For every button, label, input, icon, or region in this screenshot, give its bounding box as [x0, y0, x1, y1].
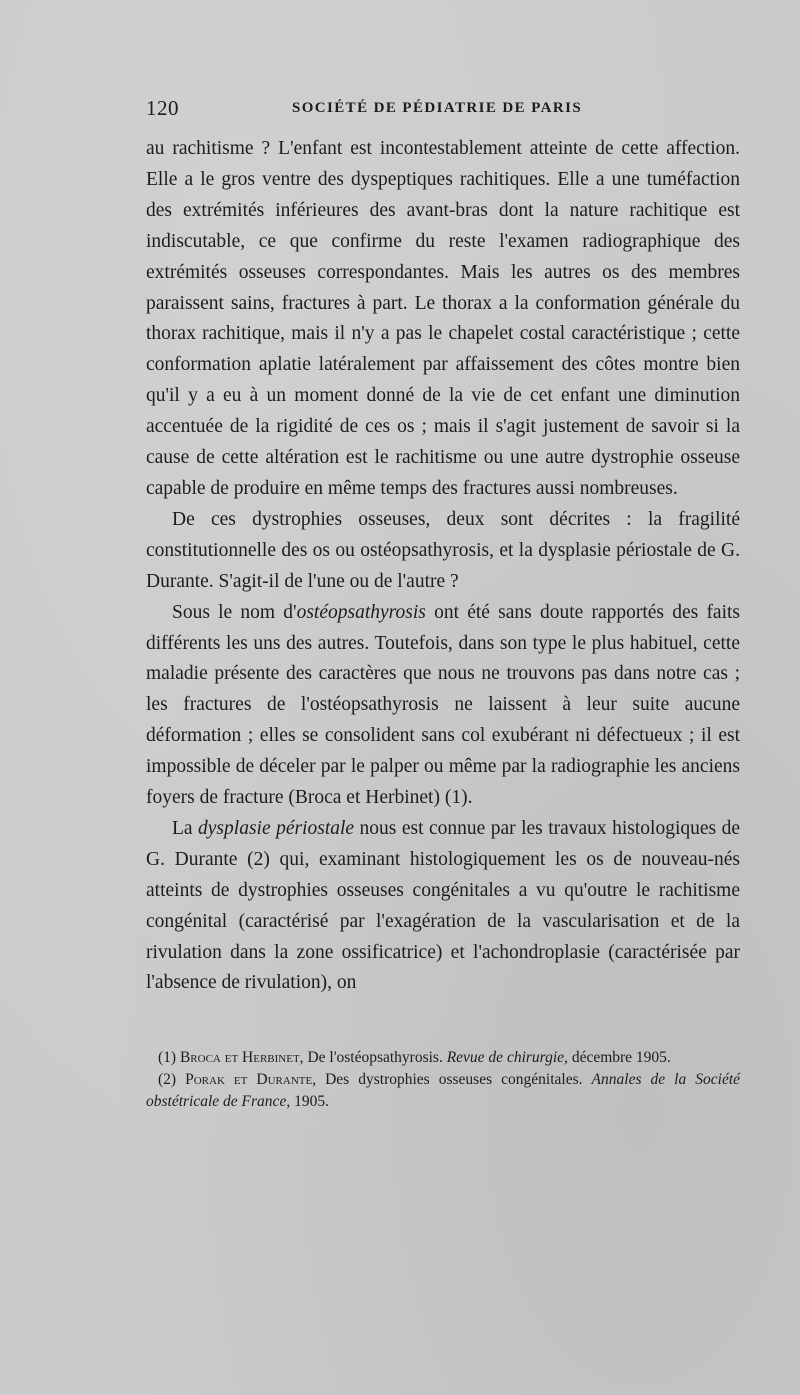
footnote-1: [146, 1047, 740, 1069]
paragraph-4-rest: nous est connue par les travaux histologiques de G. Durante (2) qui, examinant histologiquement les os de nouveau-nés atteints de dystrophies osseuses congénitales a vu qu'outre le rachitisme congénital (caractérisé par l'exagération de la vascularisation et de la rivulation dans la zone ossificatrice) et l'achondroplasie (caractérisée par l'absence de rivulation), on: [146, 817, 740, 994]
footnote-1-number: (1): [158, 1049, 177, 1066]
paragraph-2: De ces dystrophies osseuses, deux sont décrites : la fragilité constitutionnelle des os ou ostéopsathyrosis, et la dysplasie périostale de G. Durante. S'agit-il de l'une ou de l'autre ?: [146, 508, 740, 592]
body-text: [146, 134, 740, 999]
paragraph-3: [146, 598, 740, 814]
footnote-2-date: 1905.: [290, 1093, 329, 1110]
footnote-2: [146, 1069, 740, 1113]
footnote-1-authors: Broca et Herbinet,: [179, 1049, 304, 1066]
footnote-1-journal: Revue de chirurgie,: [446, 1049, 568, 1066]
footnote-1-date: décembre 1905.: [567, 1049, 671, 1066]
term-dysplasie-periostale: dysplasie périostale: [198, 817, 355, 839]
term-osteopsathyrosis: ostéopsathyrosis: [296, 601, 426, 623]
running-title: SOCIÉTÉ DE PÉDIATRIE DE PARIS: [292, 100, 583, 116]
footnote-2-number: (2): [158, 1071, 177, 1088]
paragraph-4: [146, 814, 740, 999]
footnote-2-title: Des dystrophies osseuses congénitales.: [316, 1071, 592, 1088]
paragraph-4-start: La: [172, 817, 199, 839]
footnote-2-authors: Porak et Durante,: [185, 1071, 317, 1088]
footnote-1-title: De l'ostéopsathyrosis.: [303, 1049, 447, 1066]
paragraph-3-rest: ont été sans doute rapportés des faits différents les uns des autres. Toutefois, dans son type le plus habituel, cette maladie présente des caractères que nous ne trouvons pas dans notre cas ; les fractures de l'ostéopsathyrosis ne laissent à leur suite aucune déformation ; elles se consolident sans col exubérant ni défectueux ; il est impossible de déceler par le palper ou même par la radiographie les anciens foyers de fracture (Broca et Herbinet) (1).: [146, 601, 741, 809]
footnotes: [146, 1047, 740, 1113]
footnote-2-journal: Annales de la Société obstétricale de France,: [146, 1071, 741, 1110]
page-number: 120: [146, 96, 179, 120]
paragraph-1: au rachitisme ? L'enfant est incontestablement atteinte de cette affection. Elle a le gros ventre des dyspeptiques rachitiques. Elle a une tuméfaction des extrémités inférieures des avant-bras dont la nature rachitique est indiscutable, ce que confirme du reste l'examen radiographique des extrémités osseuses correspondantes. Mais les autres os des membres paraissent sains, fractures à part. Le thorax a la conformation générale du thorax rachitique, mais il n'y a pas le chapelet costal caractéristique ; cette conformation aplatie latéralement par affaissement des côtes montre bien qu'il y a eu à un moment donné de la vie de cet enfant une diminution accentuée de la rigidité de ces os ; mais il s'agit justement de savoir si la cause de cette altération est le rachitisme ou une autre dystrophie osseuse capable de produire en même temps des fractures aussi nombreuses.: [146, 138, 740, 499]
paragraph-3-start: Sous le nom d': [172, 601, 297, 623]
page-header: [146, 96, 740, 126]
